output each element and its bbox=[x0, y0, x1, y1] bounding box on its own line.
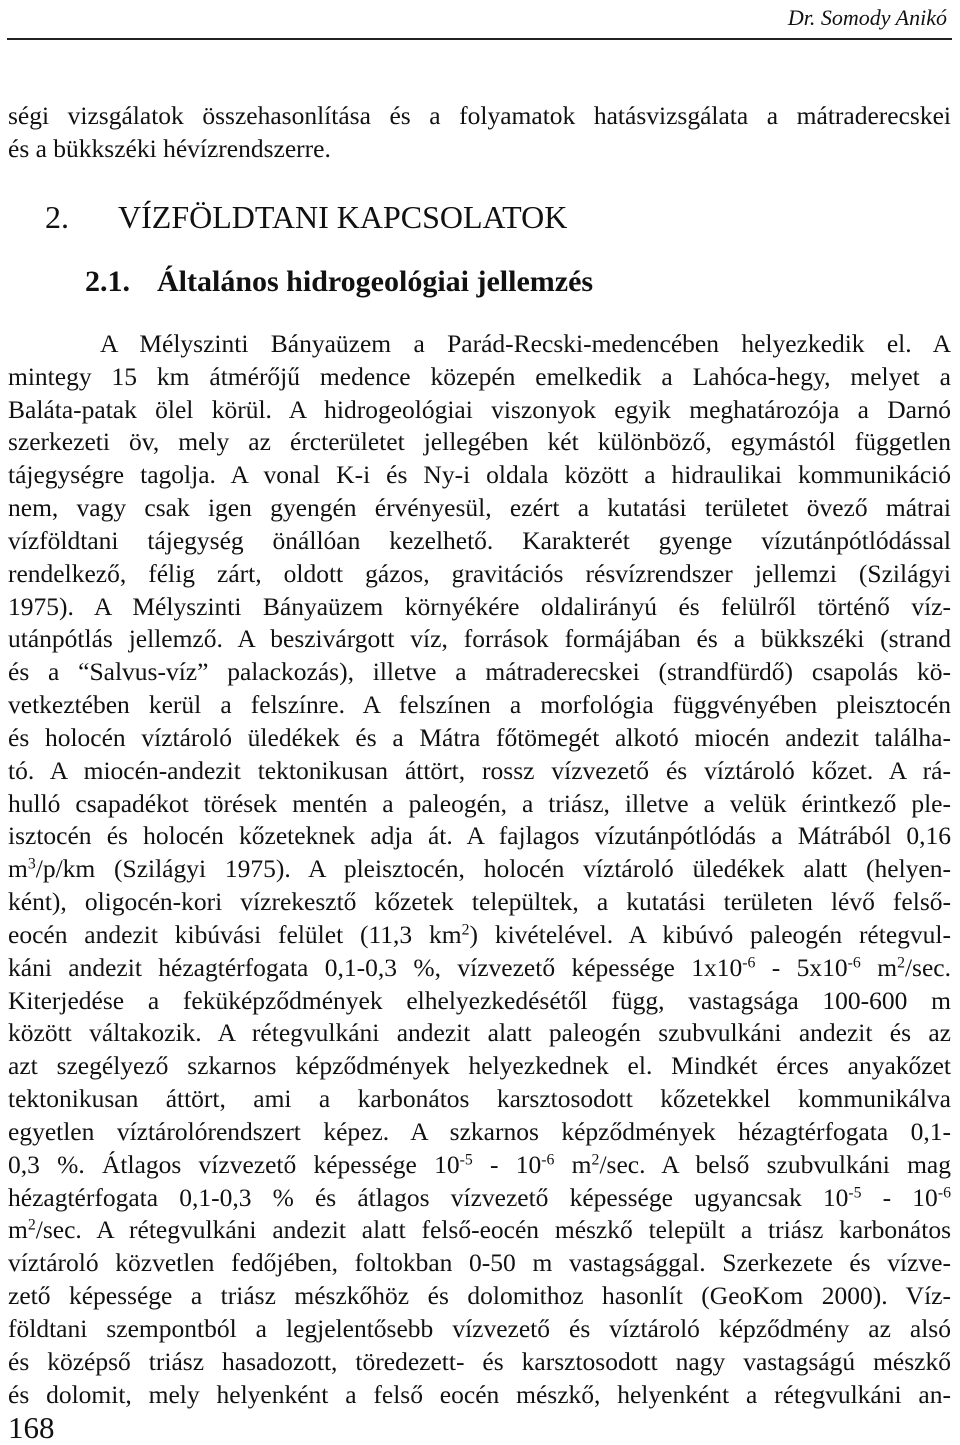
text-line: és a “Salvus-víz” palackozás), illetve a mátraderecskei (strandfürdő) csapolás kö- bbox=[8, 657, 951, 687]
text-line: tektonikusan áttört, ami a karbonátos karsztosodott kőzetekkel kommunikálva bbox=[8, 1084, 951, 1114]
text-segment: m bbox=[860, 952, 898, 982]
superscript: -6 bbox=[937, 1183, 951, 1201]
superscript: 2 bbox=[27, 1216, 36, 1234]
text-line: zető képessége a triász mészkőhöz és dolomithoz hasonlít (GeoKom 2000). Víz- bbox=[8, 1281, 951, 1311]
text-segment: káni andezit hézagtérfogata 0,1-0,3 %, vízvezető képessége 1x10 bbox=[8, 952, 743, 982]
text-line: tó. A miocén-andezit tektonikusan áttört, rossz vízvezető és víztároló kőzet. A rá- bbox=[8, 755, 951, 785]
text-line bbox=[8, 919, 951, 952]
text-line: azt szegélyező szkarnos képződmények helyezkednek el. Mindkét érces anyakőzet bbox=[8, 1051, 951, 1081]
subsection-heading bbox=[0, 262, 960, 302]
text-segment: m bbox=[8, 854, 28, 884]
text-segment: 0,3 %. Átlagos vízvezető képessége 10 bbox=[8, 1149, 460, 1179]
text-line: tájegységre tagolja. A vonal K-i és Ny-i oldala között a hidraulikai kommunikáció bbox=[8, 460, 951, 490]
text-segment: hézagtérfogata 0,1-0,3 % és átlagos vízvezető képessége ugyancsak 10 bbox=[8, 1182, 849, 1212]
text-segment: ) kivételével. A kibúvó paleogén rétegvul- bbox=[469, 919, 951, 949]
superscript: -5 bbox=[848, 1183, 862, 1201]
text-line: mintegy 15 km átmérőjű medence közepén emelkedik a Lahóca-hegy, melyet a bbox=[8, 361, 951, 391]
text-line: utánpótlás jellemző. A beszivárgott víz, források formájában és a bükkszéki (strand bbox=[8, 624, 951, 654]
text-line: között váltakozik. A rétegvulkáni andezit alatt paleogén szubvulkáni andezit és az bbox=[8, 1018, 951, 1048]
superscript: 3 bbox=[27, 855, 36, 873]
text-segment: /p/km (Szilágyi 1975). A pleisztocén, holocén víztároló üledékek alatt (helyen- bbox=[35, 854, 951, 884]
superscript: 2 bbox=[591, 1151, 600, 1169]
text-line bbox=[8, 952, 951, 985]
text-line: ségi vizsgálatok összehasonlítása és a folyamatok hatásvizsgálata a mátraderecskei bbox=[8, 101, 951, 130]
text-line: Baláta-patak ölel körül. A hidrogeológiai viszonyok egyik meghatározója a Darnó bbox=[8, 394, 951, 424]
superscript: -6 bbox=[541, 1151, 555, 1169]
text-line: és dolomit, mely helyenként a felső eocén mészkő, helyenként a rétegvulkáni an- bbox=[8, 1379, 951, 1409]
text-line: egyetlen víztárolórendszert képez. A szkarnos képződmények hézagtérfogata 0,1- bbox=[8, 1116, 951, 1146]
text-segment: - 10 bbox=[472, 1149, 542, 1179]
text-line: 1975). A Mélyszinti Bányaüzem környékére oldalirányú és felülről történő víz- bbox=[8, 591, 951, 621]
text-line bbox=[8, 1182, 951, 1215]
text-segment: /sec. A belső szubvulkáni mag bbox=[599, 1149, 951, 1179]
text-line: víztároló közvetlen fedőjében, foltokban 0-50 m vastagsággal. Szerkezete és vízve- bbox=[8, 1248, 951, 1278]
text-segment: /sec. A rétegvulkáni andezit alatt felső-eocén mészkő települt a triász karbonátos bbox=[35, 1215, 951, 1245]
section-heading bbox=[0, 197, 960, 237]
subsection-title: Általános hidrogeológiai jellemzés bbox=[157, 265, 594, 298]
text-segment: m bbox=[554, 1149, 592, 1179]
text-line: rendelkező, félig zárt, oldott gázos, gravitációs résvízrendszer jellemzi (Szilágyi bbox=[8, 558, 951, 588]
text-line bbox=[8, 1149, 951, 1182]
text-line: szerkezeti öv, mely az ércterületet jellegében két különböző, egymástól független bbox=[8, 427, 951, 457]
running-head-author: Dr. Somody Anikó bbox=[787, 5, 947, 30]
text-segment: eocén andezit kibúvási felület (11,3 km bbox=[8, 919, 462, 949]
text-line: és a bükkszéki hévízrendszerre. bbox=[8, 133, 331, 163]
superscript: -6 bbox=[847, 954, 861, 972]
text-line: isztocén és holocén kőzeteknek adja át. A fajlagos vízutánpótlódás a Mátrából 0,16 bbox=[8, 821, 951, 851]
text-line: és holocén víztároló üledékek és a Mátra főtömegét alkotó miocén andezit találha- bbox=[8, 722, 951, 752]
text-line: A Mélyszinti Bányaüzem a Parád-Recski-medencében helyezkedik el. A bbox=[100, 329, 951, 358]
text-line: Kiterjedése a feküképződmények elhelyezkedésétől függ, vastagsága 100-600 m bbox=[8, 985, 951, 1015]
text-segment: - 5x10 bbox=[755, 952, 848, 982]
superscript: 2 bbox=[461, 921, 470, 939]
superscript: -6 bbox=[742, 954, 756, 972]
text-line: ként), oligocén-kori vízrekesztő kőzetek települtek, a kutatási területen lévő felső- bbox=[8, 887, 951, 917]
text-line: vetkeztében kerül a felszínre. A felszínen a morfológia függvényében pleisztocén bbox=[8, 690, 951, 720]
text-segment: - 10 bbox=[861, 1182, 938, 1212]
text-line: és középső triász hasadozott, töredezett- és karsztosodott nagy vastagságú mészkő bbox=[8, 1346, 951, 1376]
text-segment: m bbox=[8, 1215, 28, 1245]
superscript: 2 bbox=[897, 954, 905, 972]
section-number: 2. bbox=[45, 199, 69, 235]
text-segment: /sec. bbox=[904, 952, 951, 982]
section-title: VÍZFÖLDTANI KAPCSOLATOK bbox=[118, 199, 568, 235]
text-line: földtani szempontból a legjelentősebb vízvezető és víztároló képződmény az alsó bbox=[8, 1313, 951, 1343]
text-line: hulló csapadékot törések mentén a paleogén, a triász, illetve a velük érintkező ple- bbox=[8, 788, 951, 818]
text-line: vízföldtani tájegység önállóan kezelhető. Karakterét gyenge vízutánpótlódással bbox=[8, 525, 951, 555]
intro-paragraph bbox=[8, 100, 951, 166]
text-line: nem, vagy csak igen gyengén érvényesül, ezért a kutatási területet övező mátrai bbox=[8, 493, 951, 523]
text-line bbox=[8, 1214, 951, 1247]
body-paragraph bbox=[8, 328, 951, 1411]
text-line bbox=[8, 853, 951, 886]
header-rule bbox=[7, 38, 952, 40]
subsection-number: 2.1. bbox=[85, 265, 130, 298]
page-number: 168 bbox=[8, 1410, 55, 1445]
superscript: -5 bbox=[459, 1151, 473, 1169]
